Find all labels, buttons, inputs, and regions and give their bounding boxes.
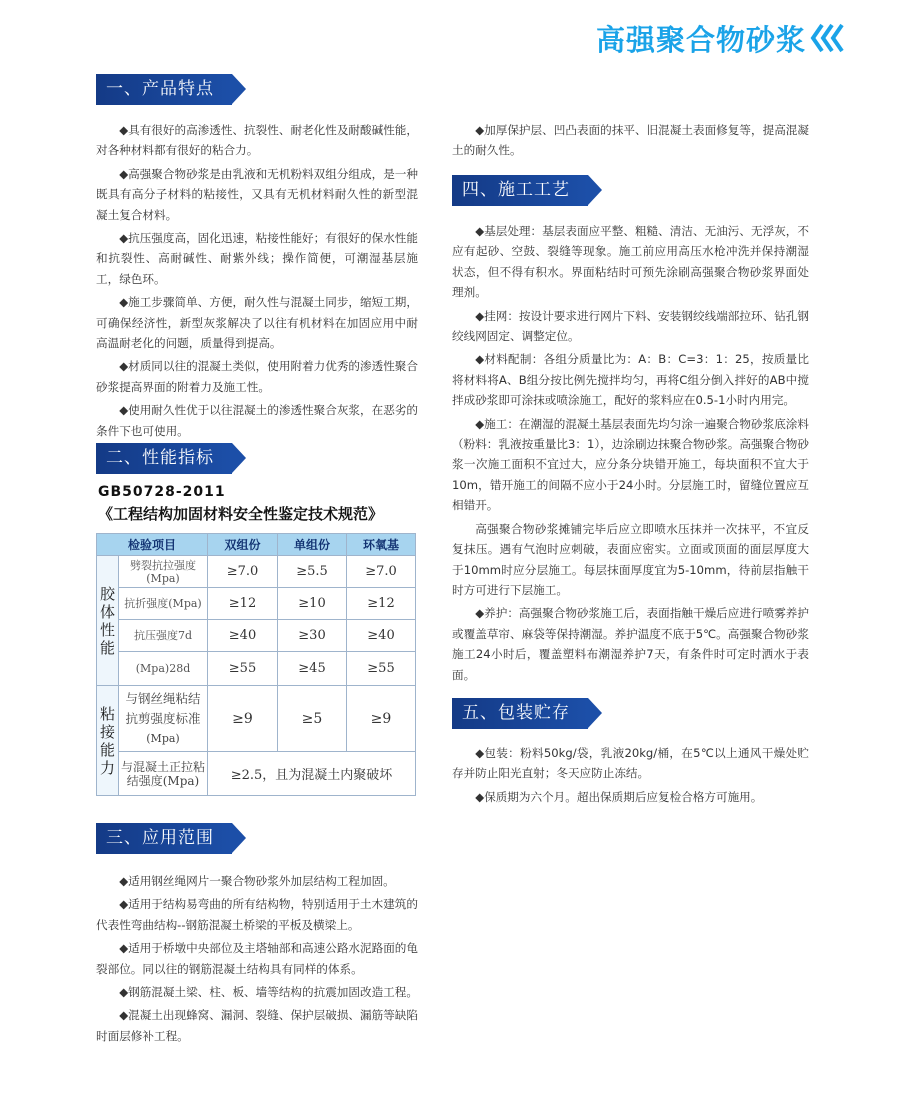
- application-paragraph: ◆混凝土出现蜂窝、漏洞、裂缝、保护层破损、漏筋等缺陷时面层修补工程。: [96, 1008, 418, 1043]
- features-paragraph: ◆具有很好的高渗透性、抗裂性、耐老化性及耐酸碱性能，对各种材料都有很好的粘合力。: [96, 123, 418, 158]
- table-item-line: 与钢丝绳粘结: [125, 690, 201, 706]
- intro-paragraph: ◆加厚保护层、凹凸表面的抹平、旧混凝土表面修复等，提高混凝土的耐久性。: [452, 123, 809, 158]
- table-value-cell: ≥5.5: [278, 556, 347, 588]
- features-paragraph: ◆材质同以往的混凝土类似，使用附着力优秀的渗透性聚合砂浆提高界面的附着力及施工性。: [96, 359, 418, 394]
- table-row: [97, 620, 416, 652]
- construction-paragraph: ◆材料配制：各组分质量比为：A：B：C=3：1：25，按质量比将材料将A、B组分按比例先搅拌均匀，再将C组分倒入拌好的AB中搅拌成砂浆即可涂抹或喷涂施工，配好的浆料应在0.5-1小时内用完。: [452, 352, 809, 408]
- features-paragraph: ◆施工步骤简单、方便，耐久性与混凝土同步，缩短工期，可确保经济性，新型灰浆解决了以往有机材料在加固应用中耐高温耐老化的问题，质量得到提高。: [96, 295, 418, 351]
- table-value-cell: ≥55: [347, 652, 416, 686]
- table-header-cell: 环氧基: [347, 534, 416, 556]
- table-value-cell: ≥45: [278, 652, 347, 686]
- application-paragraph: ◆适用钢丝绳网片一聚合物砂浆外加层结构工程加固。: [119, 874, 395, 888]
- triple-chevron-left-icon: [810, 22, 848, 54]
- table-item-cell: 抗折强度(Mpa): [119, 588, 208, 620]
- standard-name: 《工程结构加固材料安全性鉴定技术规范》: [98, 505, 384, 523]
- table-item-cell: 抗压强度7d: [119, 620, 208, 652]
- table-item-cell: (Mpa)28d: [119, 652, 208, 686]
- table-row: [97, 652, 416, 686]
- application-paragraph: ◆适用于桥墩中央部位及主塔轴部和高速公路水泥路面的龟裂部位。同以往的钢筋混凝土结构具有同样的体系。: [96, 941, 418, 976]
- table-value-cell: ≥40: [347, 620, 416, 652]
- table-value-cell: ≥5: [278, 686, 347, 752]
- right-intro-body: [452, 120, 809, 161]
- section-heading-packaging: 五、包装贮存: [452, 698, 588, 729]
- table-row: [97, 588, 416, 620]
- table-item-cell: 与混凝土正拉粘结强度(Mpa): [119, 752, 208, 796]
- features-paragraph: ◆高强聚合物砂浆是由乳液和无机粉料双组分组成，是一种既具有高分子材料的粘接性，又具有无机材料耐久性的新型混凝土复合材料。: [96, 166, 418, 222]
- table-value-cell: ≥40: [208, 620, 278, 652]
- packaging-body: [452, 743, 809, 807]
- table-value-cell: ≥30: [278, 620, 347, 652]
- section-heading-performance: 二、性能指标: [96, 443, 232, 474]
- packaging-paragraph: ◆包装：粉料50kg/袋，乳液20kg/桶，在5℃以上通风干燥处贮存并防止阳光直射；冬天应防止冻结。: [452, 746, 809, 781]
- table-value-cell: ≥12: [208, 588, 278, 620]
- table-header-cell: 双组份: [208, 534, 278, 556]
- table-value-cell: ≥12: [347, 588, 416, 620]
- table-merged-value-cell: ≥2.5，且为混凝土内聚破坏: [208, 752, 416, 796]
- table-value-cell: ≥9: [208, 686, 278, 752]
- construction-paragraph: ◆基层处理：基层表面应平整、粗糙、清洁、无油污、无浮灰，不应有起砂、空鼓、裂缝等现象。施工前应用高压水枪冲洗并保持潮湿状态，但不得有积水。界面粘结时可预先涂刷高强聚合物砂浆界面处理剂。: [452, 224, 809, 300]
- construction-body: [452, 221, 809, 685]
- table-item-line: (Mpa): [146, 731, 180, 745]
- construction-paragraph: 高强聚合物砂浆摊铺完毕后应立即喷水压抹并一次抹平，不宜反复抹压。遇有气泡时应刺破，表面应密实。立面或顶面的面层厚度大于10mm时应分层施工。每层抹面厚度宜为5-10mm，待前层指触干时方可进行下层施工。: [452, 521, 809, 597]
- packaging-paragraph: ◆保质期为六个月。超出保质期后应复检合格方可施用。: [475, 789, 763, 804]
- performance-table: [96, 533, 416, 796]
- section-heading-features: 一、产品特点: [96, 74, 232, 105]
- construction-paragraph: ◆养护：高强聚合物砂浆施工后，表面指触干燥后应进行喷雾养护或覆盖草帘、麻袋等保持潮湿。养护温度不底于5℃。高强聚合物砂浆施工24小时后，覆盖塑料布潮湿养护7天，有条件时可定时洒水于表面。: [452, 606, 809, 682]
- features-body: [96, 120, 418, 441]
- table-value-cell: ≥55: [208, 652, 278, 686]
- application-body: [96, 871, 418, 1046]
- page-title: 高强聚合物砂浆: [595, 23, 806, 57]
- table-item-cell: 劈裂抗拉强度(Mpa): [119, 556, 208, 588]
- table-row: [97, 686, 416, 752]
- application-paragraph: ◆钢筋混凝土梁、柱、板、墙等结构的抗震加固改造工程。: [119, 985, 418, 1000]
- section-heading-construction: 四、施工工艺: [452, 175, 588, 206]
- table-header-cell: 检验项目: [97, 534, 208, 556]
- section-heading-application: 三、应用范围: [96, 823, 232, 854]
- table-item-line: 抗剪强度标准: [125, 710, 201, 726]
- standard-code: GB50728-2011: [98, 484, 226, 500]
- table-row: [97, 752, 416, 796]
- application-paragraph: ◆适用于结构易弯曲的所有结构物，特别适用于土木建筑的代表性弯曲结构--钢筋混凝土桥梁的平板及横梁上。: [96, 897, 418, 932]
- table-value-cell: ≥10: [278, 588, 347, 620]
- features-paragraph: ◆使用耐久性优于以往混凝土的渗透性聚合灰浆，在恶劣的条件下也可使用。: [96, 403, 418, 438]
- table-header-cell: 单组份: [278, 534, 347, 556]
- table-value-cell: ≥7.0: [347, 556, 416, 588]
- table-item-cell: [119, 686, 208, 752]
- construction-paragraph: ◆挂网：按设计要求进行网片下料、安装钢绞线端部拉环、钻孔钢绞线网固定、调整定位。: [452, 308, 809, 344]
- group-label-bonding: 粘接能力: [97, 686, 119, 796]
- table-value-cell: ≥9: [347, 686, 416, 752]
- table-header-row: [97, 534, 416, 556]
- table-row: [97, 556, 416, 588]
- group-label-colloid: 胶体性能: [97, 556, 119, 686]
- construction-paragraph: ◆施工：在潮湿的混凝土基层表面先均匀涂一遍聚合物砂浆底涂料（粉料：乳液按重量比3：1），边涂刷边抹聚合物砂浆。高强聚合物砂浆一次施工面积不宜过大，应分条分块错开施工，每块面积不宜大于10m，错开施工的间隔不应小于24小时。分层施工时，留缝位置应互相错开。: [452, 416, 809, 513]
- features-paragraph: ◆抗压强度高，固化迅速，粘接性能好；有很好的保水性能和抗裂性、高耐碱性、耐紫外线；操作简便，可潮湿基层施工，绿色环。: [96, 231, 418, 286]
- table-value-cell: ≥7.0: [208, 556, 278, 588]
